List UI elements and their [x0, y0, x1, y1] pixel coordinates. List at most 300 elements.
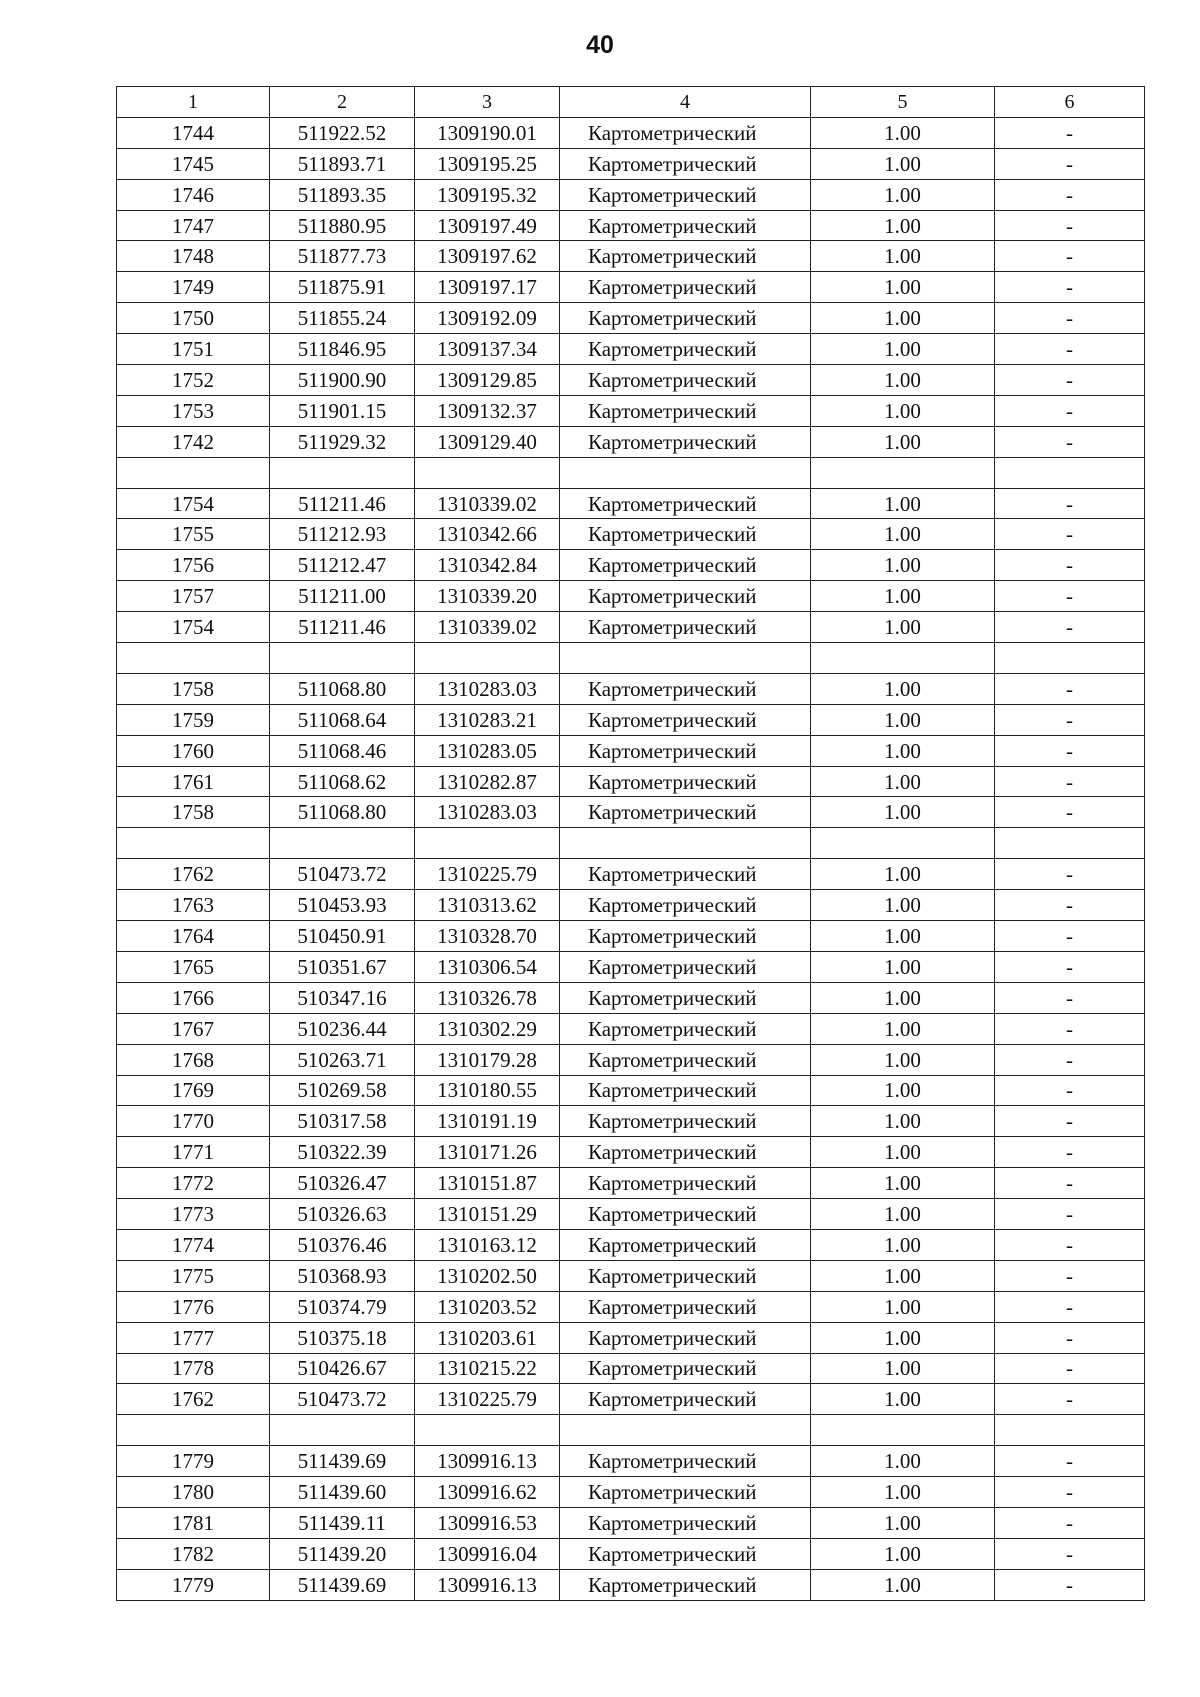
y-coordinate-cell: 1310215.22 — [415, 1353, 560, 1384]
x-coordinate-cell: 510263.71 — [270, 1044, 415, 1075]
method-cell — [560, 643, 811, 674]
method-cell: Картометрический — [560, 426, 811, 457]
description-cell: - — [995, 1322, 1145, 1353]
point-number-cell: 1781 — [117, 1507, 270, 1538]
y-coordinate-cell: 1309197.49 — [415, 210, 560, 241]
point-number-cell: 1766 — [117, 982, 270, 1013]
y-coordinate-cell: 1309195.32 — [415, 179, 560, 210]
table-row — [117, 859, 1145, 890]
description-cell: - — [995, 550, 1145, 581]
table-row — [117, 1137, 1145, 1168]
y-coordinate-cell: 1310339.20 — [415, 581, 560, 612]
y-coordinate-cell: 1310163.12 — [415, 1229, 560, 1260]
x-coordinate-cell: 510317.58 — [270, 1106, 415, 1137]
precision-cell: 1.00 — [811, 982, 995, 1013]
point-number-cell: 1758 — [117, 673, 270, 704]
method-cell: Картометрический — [560, 1137, 811, 1168]
table-row — [117, 1507, 1145, 1538]
precision-cell: 1.00 — [811, 550, 995, 581]
point-number-cell: 1769 — [117, 1075, 270, 1106]
description-cell — [995, 1415, 1145, 1446]
precision-cell: 1.00 — [811, 272, 995, 303]
header-cell-2: 2 — [270, 87, 415, 118]
method-cell: Картометрический — [560, 704, 811, 735]
precision-cell: 1.00 — [811, 1291, 995, 1322]
header-cell-1: 1 — [117, 87, 270, 118]
precision-cell — [811, 643, 995, 674]
y-coordinate-cell: 1310225.79 — [415, 859, 560, 890]
point-number-cell: 1757 — [117, 581, 270, 612]
description-cell: - — [995, 1260, 1145, 1291]
table-row — [117, 673, 1145, 704]
precision-cell — [811, 1415, 995, 1446]
x-coordinate-cell: 510426.67 — [270, 1353, 415, 1384]
table-row — [117, 921, 1145, 952]
table-row — [117, 1384, 1145, 1415]
description-cell: - — [995, 1229, 1145, 1260]
table-row — [117, 643, 1145, 674]
description-cell: - — [995, 179, 1145, 210]
method-cell: Картометрический — [560, 1384, 811, 1415]
method-cell: Картометрический — [560, 581, 811, 612]
point-number-cell: 1770 — [117, 1106, 270, 1137]
description-cell: - — [995, 735, 1145, 766]
method-cell: Картометрический — [560, 1291, 811, 1322]
y-coordinate-cell: 1310191.19 — [415, 1106, 560, 1137]
point-number-cell: 1751 — [117, 334, 270, 365]
y-coordinate-cell: 1309190.01 — [415, 117, 560, 148]
precision-cell: 1.00 — [811, 241, 995, 272]
precision-cell: 1.00 — [811, 1106, 995, 1137]
point-number-cell: 1771 — [117, 1137, 270, 1168]
y-coordinate-cell: 1310302.29 — [415, 1013, 560, 1044]
method-cell: Картометрический — [560, 334, 811, 365]
point-number-cell: 1744 — [117, 117, 270, 148]
y-coordinate-cell — [415, 457, 560, 488]
x-coordinate-cell: 510473.72 — [270, 1384, 415, 1415]
table-row — [117, 179, 1145, 210]
y-coordinate-cell: 1310179.28 — [415, 1044, 560, 1075]
x-coordinate-cell: 510236.44 — [270, 1013, 415, 1044]
precision-cell: 1.00 — [811, 179, 995, 210]
description-cell: - — [995, 612, 1145, 643]
method-cell: Картометрический — [560, 1199, 811, 1230]
point-number-cell: 1772 — [117, 1168, 270, 1199]
x-coordinate-cell: 511880.95 — [270, 210, 415, 241]
method-cell: Картометрический — [560, 1044, 811, 1075]
y-coordinate-cell: 1310203.61 — [415, 1322, 560, 1353]
precision-cell: 1.00 — [811, 1199, 995, 1230]
x-coordinate-cell: 511439.20 — [270, 1538, 415, 1569]
x-coordinate-cell: 511211.00 — [270, 581, 415, 612]
x-coordinate-cell: 511922.52 — [270, 117, 415, 148]
x-coordinate-cell: 511439.69 — [270, 1569, 415, 1600]
point-number-cell: 1761 — [117, 766, 270, 797]
point-number-cell: 1765 — [117, 951, 270, 982]
point-number-cell: 1767 — [117, 1013, 270, 1044]
description-cell: - — [995, 1044, 1145, 1075]
precision-cell: 1.00 — [811, 1477, 995, 1508]
method-cell: Картометрический — [560, 1569, 811, 1600]
table-row — [117, 890, 1145, 921]
description-cell: - — [995, 859, 1145, 890]
table-row — [117, 581, 1145, 612]
x-coordinate-cell: 510351.67 — [270, 951, 415, 982]
table-row — [117, 828, 1145, 859]
point-number-cell: 1777 — [117, 1322, 270, 1353]
y-coordinate-cell: 1309916.04 — [415, 1538, 560, 1569]
y-coordinate-cell: 1310282.87 — [415, 766, 560, 797]
method-cell: Картометрический — [560, 612, 811, 643]
method-cell: Картометрический — [560, 890, 811, 921]
precision-cell: 1.00 — [811, 1168, 995, 1199]
precision-cell: 1.00 — [811, 1384, 995, 1415]
header-cell-5: 5 — [811, 87, 995, 118]
x-coordinate-cell: 511211.46 — [270, 612, 415, 643]
point-number-cell: 1778 — [117, 1353, 270, 1384]
x-coordinate-cell: 511068.80 — [270, 797, 415, 828]
point-number-cell: 1755 — [117, 519, 270, 550]
precision-cell: 1.00 — [811, 488, 995, 519]
description-cell: - — [995, 1106, 1145, 1137]
description-cell: - — [995, 797, 1145, 828]
description-cell: - — [995, 1353, 1145, 1384]
y-coordinate-cell: 1310283.21 — [415, 704, 560, 735]
x-coordinate-cell: 511875.91 — [270, 272, 415, 303]
method-cell — [560, 1415, 811, 1446]
x-coordinate-cell: 511439.60 — [270, 1477, 415, 1508]
point-number-cell: 1764 — [117, 921, 270, 952]
x-coordinate-cell: 510374.79 — [270, 1291, 415, 1322]
y-coordinate-cell: 1310171.26 — [415, 1137, 560, 1168]
table-row — [117, 395, 1145, 426]
table-row — [117, 704, 1145, 735]
description-cell: - — [995, 426, 1145, 457]
method-cell — [560, 828, 811, 859]
description-cell: - — [995, 1013, 1145, 1044]
method-cell: Картометрический — [560, 1353, 811, 1384]
x-coordinate-cell: 511901.15 — [270, 395, 415, 426]
y-coordinate-cell: 1309129.85 — [415, 365, 560, 396]
point-number-cell — [117, 457, 270, 488]
method-cell: Картометрический — [560, 766, 811, 797]
point-number-cell — [117, 643, 270, 674]
point-number-cell: 1752 — [117, 365, 270, 396]
point-number-cell: 1760 — [117, 735, 270, 766]
method-cell: Картометрический — [560, 148, 811, 179]
point-number-cell — [117, 1415, 270, 1446]
x-coordinate-cell: 510368.93 — [270, 1260, 415, 1291]
x-coordinate-cell — [270, 457, 415, 488]
x-coordinate-cell — [270, 643, 415, 674]
precision-cell: 1.00 — [811, 395, 995, 426]
table-row — [117, 1415, 1145, 1446]
precision-cell: 1.00 — [811, 1013, 995, 1044]
y-coordinate-cell: 1309195.25 — [415, 148, 560, 179]
x-coordinate-cell: 510269.58 — [270, 1075, 415, 1106]
description-cell: - — [995, 1446, 1145, 1477]
precision-cell: 1.00 — [811, 365, 995, 396]
x-coordinate-cell: 510326.63 — [270, 1199, 415, 1230]
y-coordinate-cell: 1309916.13 — [415, 1446, 560, 1477]
method-cell: Картометрический — [560, 1477, 811, 1508]
description-cell: - — [995, 117, 1145, 148]
y-coordinate-cell — [415, 643, 560, 674]
table-row — [117, 488, 1145, 519]
description-cell: - — [995, 1137, 1145, 1168]
method-cell: Картометрический — [560, 797, 811, 828]
point-number-cell: 1746 — [117, 179, 270, 210]
method-cell: Картометрический — [560, 1507, 811, 1538]
y-coordinate-cell: 1310283.03 — [415, 673, 560, 704]
method-cell: Картометрический — [560, 1075, 811, 1106]
precision-cell: 1.00 — [811, 1507, 995, 1538]
table-row — [117, 1291, 1145, 1322]
point-number-cell: 1779 — [117, 1446, 270, 1477]
description-cell: - — [995, 982, 1145, 1013]
description-cell: - — [995, 673, 1145, 704]
description-cell: - — [995, 1384, 1145, 1415]
description-cell: - — [995, 365, 1145, 396]
method-cell: Картометрический — [560, 395, 811, 426]
method-cell — [560, 457, 811, 488]
table-row — [117, 272, 1145, 303]
y-coordinate-cell: 1310151.29 — [415, 1199, 560, 1230]
description-cell: - — [995, 210, 1145, 241]
point-number-cell — [117, 828, 270, 859]
coordinates-table — [116, 86, 1145, 1601]
precision-cell: 1.00 — [811, 1075, 995, 1106]
description-cell: - — [995, 1199, 1145, 1230]
method-cell: Картометрический — [560, 365, 811, 396]
x-coordinate-cell: 511439.69 — [270, 1446, 415, 1477]
y-coordinate-cell: 1310326.78 — [415, 982, 560, 1013]
description-cell: - — [995, 1168, 1145, 1199]
point-number-cell: 1759 — [117, 704, 270, 735]
header-row — [117, 87, 1145, 118]
precision-cell: 1.00 — [811, 210, 995, 241]
y-coordinate-cell: 1310328.70 — [415, 921, 560, 952]
description-cell: - — [995, 581, 1145, 612]
y-coordinate-cell: 1309192.09 — [415, 303, 560, 334]
y-coordinate-cell — [415, 1415, 560, 1446]
point-number-cell: 1754 — [117, 612, 270, 643]
y-coordinate-cell: 1310342.66 — [415, 519, 560, 550]
x-coordinate-cell: 511855.24 — [270, 303, 415, 334]
precision-cell: 1.00 — [811, 673, 995, 704]
table-row — [117, 457, 1145, 488]
table-row — [117, 982, 1145, 1013]
page-number: 40 — [586, 31, 614, 59]
header-cell-6: 6 — [995, 87, 1145, 118]
description-cell: - — [995, 519, 1145, 550]
method-cell: Картометрический — [560, 1229, 811, 1260]
precision-cell: 1.00 — [811, 1538, 995, 1569]
x-coordinate-cell: 511068.46 — [270, 735, 415, 766]
description-cell: - — [995, 272, 1145, 303]
point-number-cell: 1747 — [117, 210, 270, 241]
x-coordinate-cell: 511929.32 — [270, 426, 415, 457]
point-number-cell: 1779 — [117, 1569, 270, 1600]
y-coordinate-cell: 1310283.05 — [415, 735, 560, 766]
point-number-cell: 1753 — [117, 395, 270, 426]
method-cell: Картометрический — [560, 1013, 811, 1044]
point-number-cell: 1762 — [117, 859, 270, 890]
point-number-cell: 1754 — [117, 488, 270, 519]
description-cell: - — [995, 303, 1145, 334]
x-coordinate-cell: 511893.71 — [270, 148, 415, 179]
table-row — [117, 1353, 1145, 1384]
y-coordinate-cell: 1310180.55 — [415, 1075, 560, 1106]
description-cell: - — [995, 1569, 1145, 1600]
x-coordinate-cell: 511068.80 — [270, 673, 415, 704]
description-cell: - — [995, 334, 1145, 365]
method-cell: Картометрический — [560, 1538, 811, 1569]
x-coordinate-cell: 511211.46 — [270, 488, 415, 519]
table-row — [117, 1322, 1145, 1353]
description-cell: - — [995, 1075, 1145, 1106]
y-coordinate-cell: 1310283.03 — [415, 797, 560, 828]
description-cell: - — [995, 951, 1145, 982]
table-row — [117, 951, 1145, 982]
method-cell: Картометрический — [560, 1446, 811, 1477]
description-cell: - — [995, 395, 1145, 426]
table-row — [117, 210, 1145, 241]
table-row — [117, 766, 1145, 797]
point-number-cell: 1773 — [117, 1199, 270, 1230]
table-row — [117, 1260, 1145, 1291]
method-cell: Картометрический — [560, 951, 811, 982]
y-coordinate-cell: 1310151.87 — [415, 1168, 560, 1199]
x-coordinate-cell: 511877.73 — [270, 241, 415, 272]
method-cell: Картометрический — [560, 272, 811, 303]
table-row — [117, 365, 1145, 396]
table-row — [117, 148, 1145, 179]
method-cell: Картометрический — [560, 488, 811, 519]
method-cell: Картометрический — [560, 1106, 811, 1137]
description-cell: - — [995, 1291, 1145, 1322]
y-coordinate-cell: 1309916.13 — [415, 1569, 560, 1600]
point-number-cell: 1762 — [117, 1384, 270, 1415]
table-row — [117, 1199, 1145, 1230]
point-number-cell: 1768 — [117, 1044, 270, 1075]
table-row — [117, 1044, 1145, 1075]
x-coordinate-cell — [270, 828, 415, 859]
description-cell: - — [995, 1507, 1145, 1538]
method-cell: Картометрический — [560, 241, 811, 272]
precision-cell: 1.00 — [811, 1446, 995, 1477]
description-cell — [995, 457, 1145, 488]
y-coordinate-cell: 1309137.34 — [415, 334, 560, 365]
precision-cell: 1.00 — [811, 735, 995, 766]
x-coordinate-cell: 510375.18 — [270, 1322, 415, 1353]
table-row — [117, 550, 1145, 581]
x-coordinate-cell: 511846.95 — [270, 334, 415, 365]
x-coordinate-cell: 510453.93 — [270, 890, 415, 921]
precision-cell — [811, 828, 995, 859]
y-coordinate-cell: 1310306.54 — [415, 951, 560, 982]
table-header — [117, 87, 1145, 118]
x-coordinate-cell: 511068.64 — [270, 704, 415, 735]
method-cell: Картометрический — [560, 117, 811, 148]
y-coordinate-cell: 1309129.40 — [415, 426, 560, 457]
y-coordinate-cell: 1310225.79 — [415, 1384, 560, 1415]
y-coordinate-cell: 1310339.02 — [415, 612, 560, 643]
x-coordinate-cell: 510450.91 — [270, 921, 415, 952]
precision-cell — [811, 457, 995, 488]
y-coordinate-cell: 1310342.84 — [415, 550, 560, 581]
x-coordinate-cell: 511068.62 — [270, 766, 415, 797]
method-cell: Картометрический — [560, 303, 811, 334]
description-cell: - — [995, 148, 1145, 179]
description-cell: - — [995, 241, 1145, 272]
precision-cell: 1.00 — [811, 704, 995, 735]
precision-cell: 1.00 — [811, 1044, 995, 1075]
method-cell: Картометрический — [560, 735, 811, 766]
precision-cell: 1.00 — [811, 797, 995, 828]
method-cell: Картометрический — [560, 550, 811, 581]
method-cell: Картометрический — [560, 1168, 811, 1199]
table-row — [117, 1569, 1145, 1600]
point-number-cell: 1758 — [117, 797, 270, 828]
y-coordinate-cell: 1310202.50 — [415, 1260, 560, 1291]
x-coordinate-cell: 511900.90 — [270, 365, 415, 396]
x-coordinate-cell: 511439.11 — [270, 1507, 415, 1538]
method-cell: Картометрический — [560, 210, 811, 241]
table-row — [117, 1013, 1145, 1044]
x-coordinate-cell: 510326.47 — [270, 1168, 415, 1199]
table-row — [117, 519, 1145, 550]
precision-cell: 1.00 — [811, 303, 995, 334]
precision-cell: 1.00 — [811, 1137, 995, 1168]
x-coordinate-cell: 510322.39 — [270, 1137, 415, 1168]
description-cell: - — [995, 488, 1145, 519]
point-number-cell: 1745 — [117, 148, 270, 179]
precision-cell: 1.00 — [811, 1569, 995, 1600]
table-row — [117, 1477, 1145, 1508]
table-row — [117, 1538, 1145, 1569]
point-number-cell: 1749 — [117, 272, 270, 303]
description-cell — [995, 643, 1145, 674]
y-coordinate-cell — [415, 828, 560, 859]
precision-cell: 1.00 — [811, 117, 995, 148]
table-row — [117, 426, 1145, 457]
point-number-cell: 1776 — [117, 1291, 270, 1322]
precision-cell: 1.00 — [811, 334, 995, 365]
method-cell: Картометрический — [560, 179, 811, 210]
method-cell: Картометрический — [560, 519, 811, 550]
precision-cell: 1.00 — [811, 1353, 995, 1384]
description-cell: - — [995, 766, 1145, 797]
y-coordinate-cell: 1310203.52 — [415, 1291, 560, 1322]
table-row — [117, 334, 1145, 365]
table-row — [117, 735, 1145, 766]
point-number-cell: 1748 — [117, 241, 270, 272]
point-number-cell: 1742 — [117, 426, 270, 457]
description-cell — [995, 828, 1145, 859]
x-coordinate-cell: 510473.72 — [270, 859, 415, 890]
precision-cell: 1.00 — [811, 1322, 995, 1353]
precision-cell: 1.00 — [811, 426, 995, 457]
table-row — [117, 241, 1145, 272]
point-number-cell: 1763 — [117, 890, 270, 921]
x-coordinate-cell: 511212.47 — [270, 550, 415, 581]
y-coordinate-cell: 1309197.17 — [415, 272, 560, 303]
header-cell-4: 4 — [560, 87, 811, 118]
precision-cell: 1.00 — [811, 951, 995, 982]
point-number-cell: 1780 — [117, 1477, 270, 1508]
table-row — [117, 1229, 1145, 1260]
